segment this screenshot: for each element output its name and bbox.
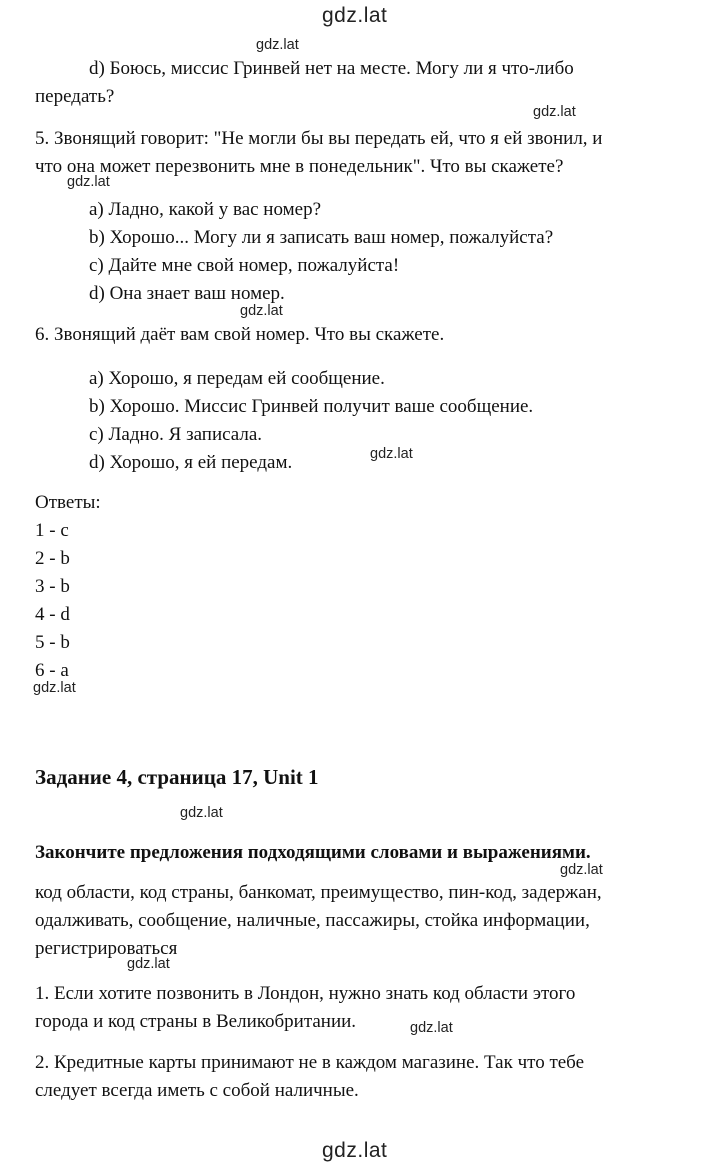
sentence-2-cont: следует всегда иметь с собой наличные. <box>35 1080 359 1101</box>
q6-option-a: a) Хорошо, я передам ей сообщение. <box>89 368 385 389</box>
q4-option-d-cont: передать? <box>35 86 115 107</box>
sentence-2: 2. Кредитные карты принимают не в каждом магазине. Так что тебе <box>35 1052 585 1073</box>
answer-item: 3 - b <box>35 576 70 597</box>
watermark: gdz.lat <box>560 862 603 878</box>
watermark: gdz.lat <box>240 303 283 319</box>
watermark: gdz.lat <box>127 956 170 972</box>
watermark-top: gdz.lat <box>322 4 388 27</box>
sentence-1-cont: города и код страны в Великобритании. <box>35 1011 357 1032</box>
watermark: gdz.lat <box>370 446 413 462</box>
answer-item: 6 - a <box>35 660 69 681</box>
answer-item: 4 - d <box>35 604 70 625</box>
task-heading: Задание 4, страница 17, Unit 1 <box>35 765 319 789</box>
q5-text: 5. Звонящий говорит: "Не могли бы вы передать ей, что я ей звонил, и <box>35 128 603 149</box>
task-instruction: Закончите предложения подходящими словами и выражениями. <box>35 842 591 863</box>
q5-option-a: a) Ладно, какой у вас номер? <box>89 199 322 220</box>
q6-option-c: c) Ладно. Я записала. <box>89 424 263 445</box>
word-bank: код области, код страны, банкомат, преимущество, пин-код, задержан, <box>35 882 602 903</box>
q6-text: 6. Звонящий даёт вам свой номер. Что вы скажете. <box>35 324 445 345</box>
answer-item: 1 - c <box>35 520 69 541</box>
word-bank-cont: одалживать, сообщение, наличные, пассажиры, стойка информации, <box>35 910 590 931</box>
answers-heading: Ответы: <box>35 492 101 513</box>
answer-item: 5 - b <box>35 632 70 653</box>
q6-option-d: d) Хорошо, я ей передам. <box>89 452 293 473</box>
sentence-1: 1. Если хотите позвонить в Лондон, нужно знать код области этого <box>35 983 576 1004</box>
answer-item: 2 - b <box>35 548 70 569</box>
q5-option-c: c) Дайте мне свой номер, пожалуйста! <box>89 255 400 276</box>
q5-option-b: b) Хорошо... Могу ли я записать ваш номер, пожалуйста? <box>89 227 554 248</box>
q5-text-cont: что она может перезвонить мне в понедельник". Что вы скажете? <box>35 156 564 177</box>
q6-option-b: b) Хорошо. Миссис Гринвей получит ваше сообщение. <box>89 396 534 417</box>
q4-option-d: d) Боюсь, миссис Гринвей нет на месте. Могу ли я что-либо <box>89 58 574 79</box>
q5-option-d: d) Она знает ваш номер. <box>89 283 285 304</box>
word-bank-cont: регистрироваться <box>35 938 178 959</box>
watermark: gdz.lat <box>256 37 299 53</box>
watermark: gdz.lat <box>533 104 576 120</box>
watermark: gdz.lat <box>410 1020 453 1036</box>
watermark: gdz.lat <box>67 174 110 190</box>
watermark: gdz.lat <box>33 680 76 696</box>
watermark: gdz.lat <box>180 805 223 821</box>
watermark-bottom: gdz.lat <box>322 1139 388 1162</box>
